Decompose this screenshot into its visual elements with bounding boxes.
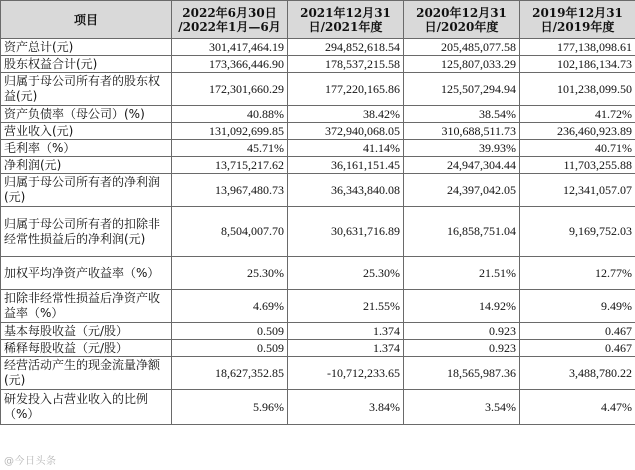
cell-value: 5.96% xyxy=(172,390,288,425)
cell-value: 173,366,446.90 xyxy=(172,56,288,73)
row-label: 稀释每股收益（元/股） xyxy=(1,340,172,357)
table-row xyxy=(1,106,635,123)
cell-value: 38.42% xyxy=(288,106,404,123)
cell-value: 3.84% xyxy=(288,390,404,425)
table-header-row xyxy=(1,1,635,39)
cell-value: 236,460,923.89 xyxy=(520,123,635,140)
cell-value: 0.923 xyxy=(404,323,520,340)
cell-value: 16,858,751.04 xyxy=(404,207,520,257)
cell-value: 12,341,057.07 xyxy=(520,174,635,207)
cell-value: 172,301,660.29 xyxy=(172,73,288,106)
row-label: 扣除非经常性损益后净资产收益率（%） xyxy=(1,290,172,323)
cell-value: -10,712,233.65 xyxy=(288,357,404,390)
cell-value: 18,565,987.36 xyxy=(404,357,520,390)
header-2020: 2020年12月31 日/2020年度 xyxy=(404,1,520,39)
table-row xyxy=(1,157,635,174)
cell-value: 9,169,752.03 xyxy=(520,207,635,257)
row-label: 经营活动产生的现金流量净额(元) xyxy=(1,357,172,390)
cell-value: 372,940,068.05 xyxy=(288,123,404,140)
cell-value: 25.30% xyxy=(288,257,404,290)
table-row xyxy=(1,174,635,207)
cell-value: 177,220,165.86 xyxy=(288,73,404,106)
cell-value: 0.467 xyxy=(520,323,635,340)
row-label: 净利润(元) xyxy=(1,157,172,174)
cell-value: 1.374 xyxy=(288,323,404,340)
cell-value: 205,485,077.58 xyxy=(404,39,520,56)
table-row xyxy=(1,323,635,340)
cell-value: 0.509 xyxy=(172,340,288,357)
header-item: 项目 xyxy=(1,1,172,39)
header-2022h1: 2022年6月30日 /2022年1月—6月 xyxy=(172,1,288,39)
cell-value: 131,092,699.85 xyxy=(172,123,288,140)
row-label: 股东权益合计(元) xyxy=(1,56,172,73)
row-label: 营业收入(元) xyxy=(1,123,172,140)
table-row xyxy=(1,257,635,290)
cell-value: 125,807,033.29 xyxy=(404,56,520,73)
row-label: 资产负债率（母公司）(%) xyxy=(1,106,172,123)
table-row xyxy=(1,357,635,390)
header-2021: 2021年12月31 日/2021年度 xyxy=(288,1,404,39)
row-label: 归属于母公司所有者的股东权益(元) xyxy=(1,73,172,106)
cell-value: 38.54% xyxy=(404,106,520,123)
cell-value: 101,238,099.50 xyxy=(520,73,635,106)
cell-value: 0.509 xyxy=(172,323,288,340)
table-row xyxy=(1,340,635,357)
table-row xyxy=(1,390,635,425)
cell-value: 24,397,042.05 xyxy=(404,174,520,207)
cell-value: 310,688,511.73 xyxy=(404,123,520,140)
cell-value: 36,161,151.45 xyxy=(288,157,404,174)
cell-value: 0.923 xyxy=(404,340,520,357)
cell-value: 13,967,480.73 xyxy=(172,174,288,207)
cell-value: 18,627,352.85 xyxy=(172,357,288,390)
cell-value: 9.49% xyxy=(520,290,635,323)
cell-value: 24,947,304.44 xyxy=(404,157,520,174)
cell-value: 125,507,294.94 xyxy=(404,73,520,106)
table-row xyxy=(1,39,635,56)
cell-value: 21.51% xyxy=(404,257,520,290)
cell-value: 40.71% xyxy=(520,140,635,157)
table-row xyxy=(1,290,635,323)
cell-value: 25.30% xyxy=(172,257,288,290)
cell-value: 45.71% xyxy=(172,140,288,157)
cell-value: 3,488,780.22 xyxy=(520,357,635,390)
cell-value: 301,417,464.19 xyxy=(172,39,288,56)
cell-value: 3.54% xyxy=(404,390,520,425)
table-row xyxy=(1,140,635,157)
header-2019: 2019年12月31 日/2019年度 xyxy=(520,1,635,39)
cell-value: 14.92% xyxy=(404,290,520,323)
cell-value: 12.77% xyxy=(520,257,635,290)
cell-value: 11,703,255.88 xyxy=(520,157,635,174)
cell-value: 178,537,215.58 xyxy=(288,56,404,73)
cell-value: 177,138,098.61 xyxy=(520,39,635,56)
cell-value: 30,631,716.89 xyxy=(288,207,404,257)
cell-value: 21.55% xyxy=(288,290,404,323)
row-label: 资产总计(元) xyxy=(1,39,172,56)
cell-value: 102,186,134.73 xyxy=(520,56,635,73)
row-label: 研发投入占营业收入的比例（%） xyxy=(1,390,172,425)
table-row xyxy=(1,73,635,106)
row-label: 基本每股收益（元/股） xyxy=(1,323,172,340)
cell-value: 4.47% xyxy=(520,390,635,425)
cell-value: 39.93% xyxy=(404,140,520,157)
cell-value: 1.374 xyxy=(288,340,404,357)
cell-value: 294,852,618.54 xyxy=(288,39,404,56)
table-row xyxy=(1,207,635,257)
cell-value: 8,504,007.70 xyxy=(172,207,288,257)
row-label: 加权平均净资产收益率（%） xyxy=(1,257,172,290)
cell-value: 36,343,840.08 xyxy=(288,174,404,207)
row-label: 归属于母公司所有者的净利润(元) xyxy=(1,174,172,207)
table-row xyxy=(1,56,635,73)
cell-value: 4.69% xyxy=(172,290,288,323)
cell-value: 0.467 xyxy=(520,340,635,357)
row-label: 毛利率（%） xyxy=(1,140,172,157)
table-row xyxy=(1,123,635,140)
watermark: @今日头条 xyxy=(4,456,57,467)
cell-value: 41.14% xyxy=(288,140,404,157)
cell-value: 40.88% xyxy=(172,106,288,123)
cell-value: 13,715,217.62 xyxy=(172,157,288,174)
row-label: 归属于母公司所有者的扣除非经常性损益后的净利润(元) xyxy=(1,207,172,257)
cell-value: 41.72% xyxy=(520,106,635,123)
